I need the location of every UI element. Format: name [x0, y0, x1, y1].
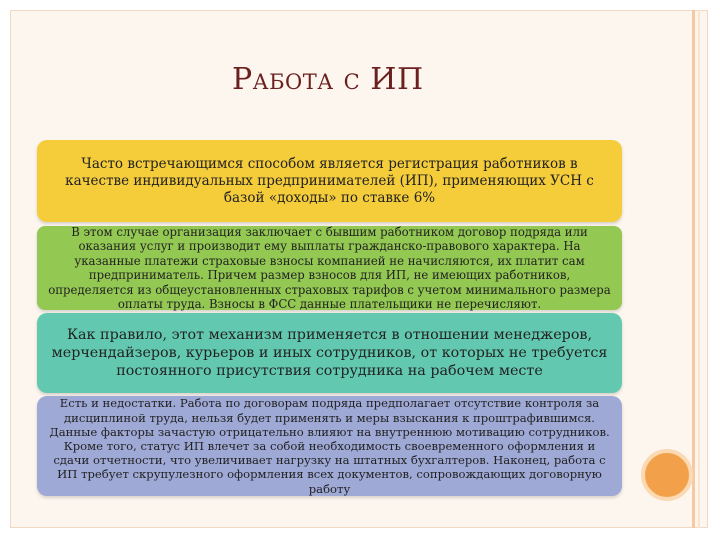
text-block-lavender — [37, 396, 622, 496]
slide-title: Работа с ИП — [232, 62, 424, 97]
text-block-yellow-text: Часто встречающимся способом является регистрация работников в качестве индивидуальных предпринимателей (ИП), применяющих УСН с базой «доходы» по ставке 6% — [65, 155, 594, 206]
text-block-green-text: В этом случае организация заключает с бывшим работником договор подряда или оказания услуг и производит ему выплаты гражданско-правового характера. На указанные платежи страховые взносы компанией не начисляются, их платит сам предприниматель. Причем размер взносов для ИП, не имеющих работников, определяется из общеустановленных страховых тарифов с учетом минимального размера оплаты труда. Взносы в ФСС данные плательщики не перечисляют. — [48, 224, 611, 311]
decorative-circle-icon — [641, 449, 693, 501]
text-block-lavender-text: Есть и недостатки. Работа по договорам подряда предполагает отсутствие контроля за дисциплиной труда, нельзя будет применять и меры взыскания к проштрафившимся. Данные факторы зачастую отрицательно влияют на внутреннюю мотивацию сотрудников. Кроме того, статус ИП влечет за собой необходимость своевременного оформления и сдачи отчетности, что увеличивает нагрузку на штатных бухгалтеров. Наконец, работа с ИП требует скрупулезного оформления всех документов, сопровождающих договорную работу — [49, 396, 610, 496]
text-block-yellow — [37, 140, 622, 222]
text-block-teal — [37, 313, 622, 393]
decorative-stripe — [692, 10, 695, 528]
text-block-teal-text: Как правило, этот механизм применяется в отношении менеджеров, мерчендайзеров, курьеров и иных сотрудников, от которых не требуется постоянного присутствия сотрудника на рабочем месте — [51, 327, 608, 379]
text-block-green — [37, 226, 622, 310]
decorative-stripe-light — [698, 10, 700, 528]
